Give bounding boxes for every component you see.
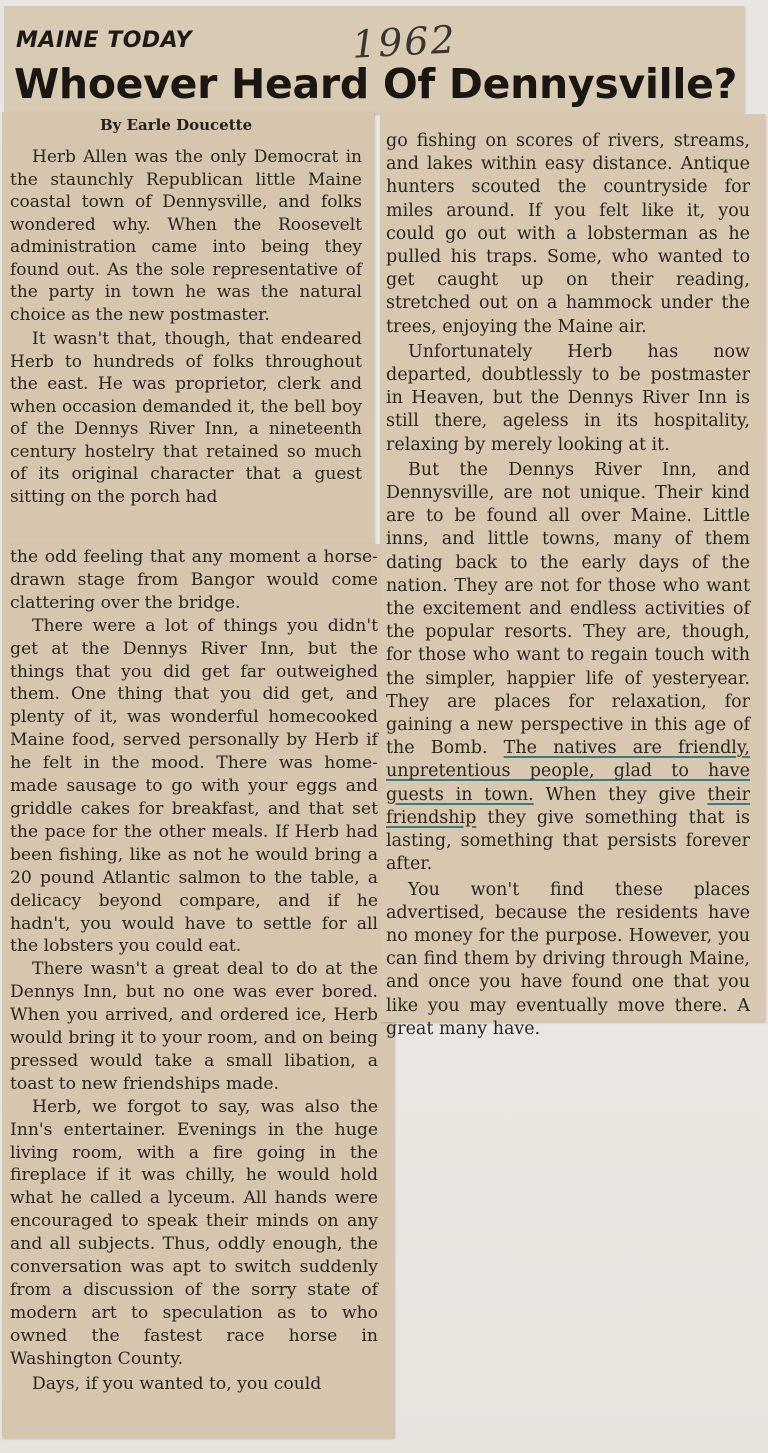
paragraph: Herb Allen was the only Democrat in the staunchly Republican little Maine coastal town of Dennysville, and folks wondered why. When the Roosevelt administration came into being they found out. As the sole representative of the party in town he was the natural choice as the new postmaster. <box>10 147 362 325</box>
paragraph: There were a lot of things you didn't get at the Dennys River Inn, but the things that you did get far outweighed them. One thing that you did get, and plenty of it, was wonderful homecooked Maine food, served personally by Herb if he felt in the mood. There was home-made sausage to go with your eggs and griddle cakes for breakfast, and that set the pace for the other meals. If Herb had been fishing, like as not he would bring a 20 pound Atlantic salmon to the table, a delicacy beyond compare, and if he hadn't, you would have to settle for all the lobsters you could eat. <box>10 615 378 957</box>
paragraph: Herb, we forgot to say, was also the Inn's entertainer. Evenings in the huge living room, with a fire going in the fireplace if it was chilly, he would hold what he called a lyceum. All hands were encouraged to speak their minds on any and all subjects. Thus, oddly enough, the conversation was apt to switch suddenly from a discussion of the sorry state of modern art to speculation as to who owned the fastest race horse in Washington County. <box>10 1096 378 1369</box>
paragraph: Days, if you wanted to, you could <box>32 1373 322 1394</box>
paragraph <box>386 459 750 877</box>
paragraph: You won't find these places advertised, because the residents have no money for the purpose. However, you can find them by driving through Maine, and once you have found one that you like you may eventually move there. A great many have. <box>386 879 750 1039</box>
paragraph: the odd feeling that any moment a horse-drawn stage from Bangor would come clattering over the bridge. <box>10 547 378 613</box>
paragraph: There wasn't a great deal to do at the Dennys Inn, but no one was ever bored. When you arrived, and ordered ice, Herb would bring it to your room, and on being pressed would take a small libation, a toast to new friendships made. <box>10 959 378 1094</box>
paragraph-text: But the Dennys River Inn, and Dennysville, are not unique. Their kind are to be found all over Maine. Little inns, and little towns, many of them dating back to the early days of the nation. They are not for those who want the excitement and endless activities of the popular resorts. They are, though, for those who want to regain touch with the simpler, happier life of yesteryear. They are places for relaxation, for gaining a new perspective in this age of the Bomb. <box>386 459 750 759</box>
paragraph-text: they give something that is lasting, something that persists forever after. <box>386 807 750 875</box>
section-tag: MAINE TODAY <box>16 28 193 53</box>
paragraph: Unfortunately Herb has now departed, doubtlessly to be postmaster in Heaven, but the Dennys River Inn is still there, ageless in its hospitality, relaxing by merely looking at it. <box>386 341 750 455</box>
article-column-left-top <box>10 146 362 508</box>
paragraph: go fishing on scores of rivers, streams, and lakes within easy distance. Antique hunters scouted the countryside for miles around. If you felt like it, you could go out with a lobsterman as he pulled his traps. Some, who wanted to get caught up on their reading, stretched out on a hammock under the trees, enjoying the Maine air. <box>386 131 750 337</box>
byline: By Earle Doucette <box>100 116 253 134</box>
headline: Whoever Heard Of Dennysville? <box>14 60 738 108</box>
article-column-left-bottom <box>10 546 378 1396</box>
underlined-text: The natives are friendly, unpretentious people, glad to have guests in town. <box>386 738 750 805</box>
clipping-header <box>4 6 744 114</box>
paragraph: It wasn't that, though, that endeared Herb to hundreds of folks throughout the east. He was proprietor, clerk and when occasion demanded it, the bell boy of the Dennys River Inn, a nineteenth century hostelry that retained so much of its original character that a guest sitting on the porch had <box>10 329 362 507</box>
handwritten-year: 1962 <box>350 17 458 67</box>
article-column-right <box>386 130 750 1041</box>
underlined-text: their friendship <box>386 784 750 828</box>
paragraph-text: When they give <box>545 784 696 805</box>
